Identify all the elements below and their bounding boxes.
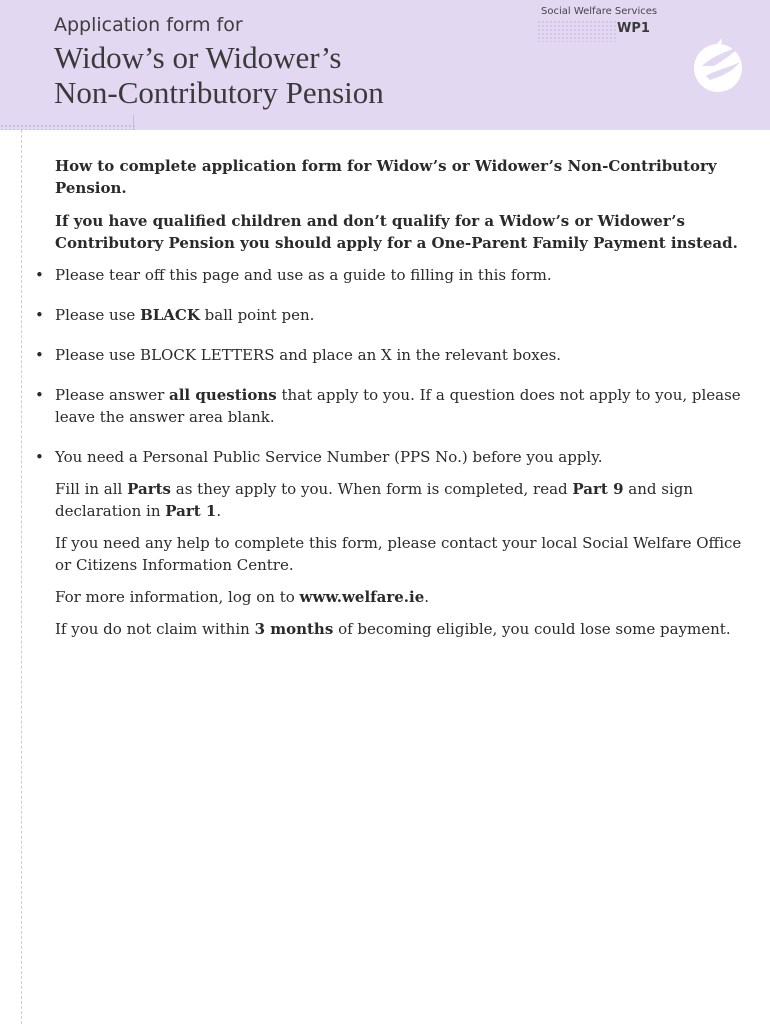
application-for-label: Application form for <box>54 14 243 36</box>
help-info: If you need any help to complete this form, please contact your local Social Welfare Office or Citizens Information Centre. <box>55 534 742 574</box>
instruction-list <box>55 264 760 468</box>
list-item: • Please answer all questions that apply to you. If a question does not apply to you, please leave the answer area blank. <box>55 384 760 428</box>
claim-deadline: If you do not claim within 3 months of becoming eligible, you could lose some payment. <box>55 620 731 638</box>
welfare-link[interactable]: www.welfare.ie <box>299 588 425 606</box>
tear-off-perforation <box>21 130 22 1024</box>
list-item: • Please use BLOCK LETTERS and place an X in the relevant boxes. <box>55 344 760 366</box>
more-info: For more information, log on to www.welfare.ie. <box>55 588 430 606</box>
bird-logo-icon <box>688 36 748 96</box>
list-item: • Please use BLACK ball point pen. <box>55 304 760 326</box>
list-item: • Please tear off this page and use as a guide to filling in this form. <box>55 264 760 286</box>
agency-name: Social Welfare Services <box>541 6 658 17</box>
form-title <box>54 40 384 110</box>
form-title-line1: Widow’s or Widower’s <box>54 40 342 75</box>
one-parent-notice: If you have qualified children and don’t qualify for a Widow’s or Widower’s Contributory Pension you should apply for a One-Parent Family Payment instead. <box>55 212 738 252</box>
header-dotted-pattern <box>537 20 617 42</box>
list-item: • You need a Personal Public Service Number (PPS No.) before you apply. <box>55 446 760 468</box>
instructions-heading: How to complete application form for Widow’s or Widower’s Non-Contributory Pension. <box>55 157 717 197</box>
parts-instruction: Fill in all Parts as they apply to you. When form is completed, read Part 9 and sign declaration in Part 1. <box>55 480 694 520</box>
header-divider <box>133 115 134 130</box>
form-title-line2: Non-Contributory Pension <box>54 75 384 110</box>
form-code: WP1 <box>617 21 650 36</box>
instructions-content <box>55 155 760 640</box>
